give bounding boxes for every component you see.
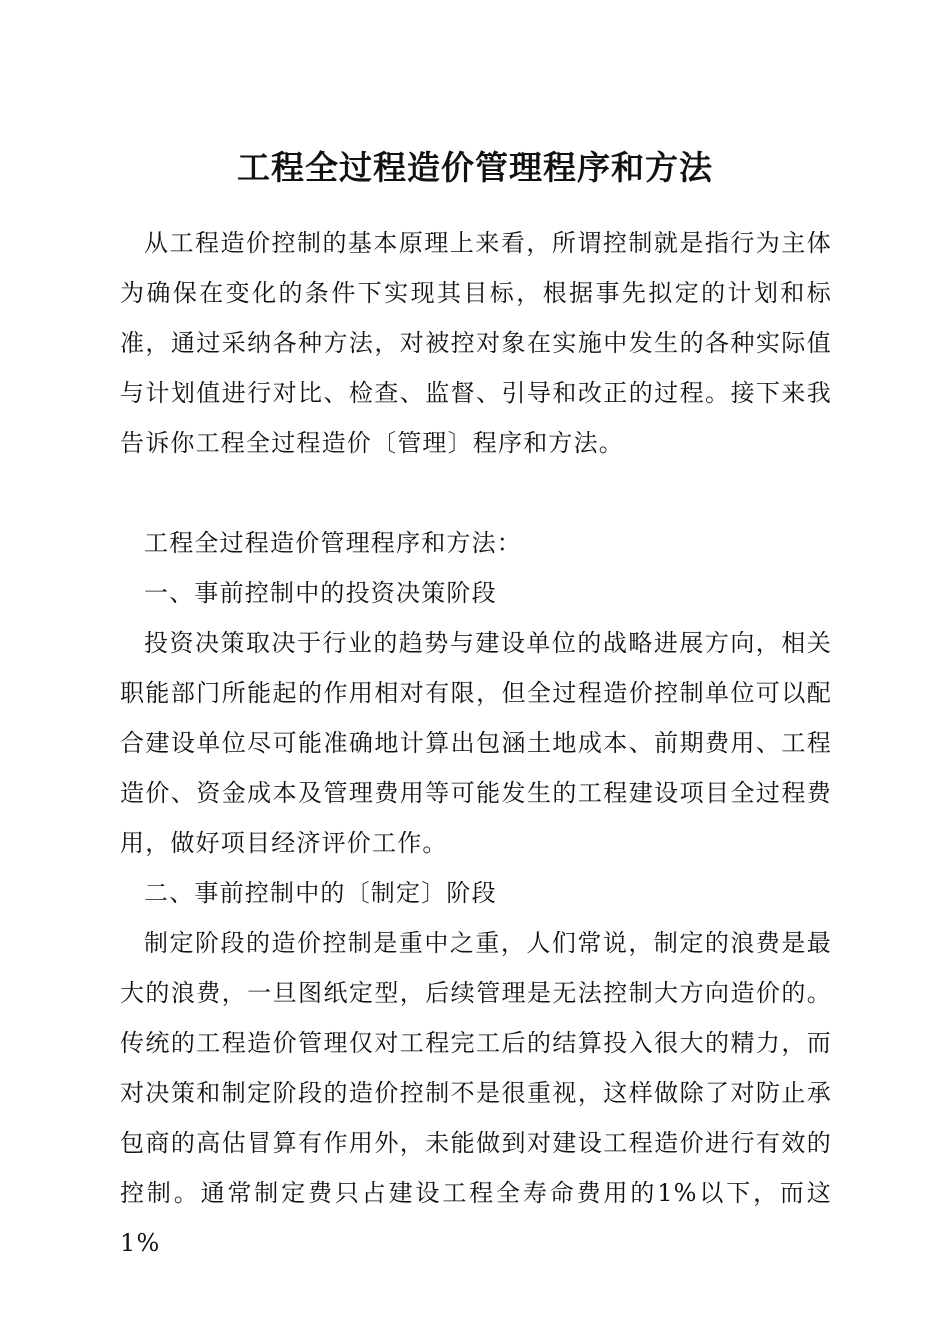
intro-paragraph: 从工程造价控制的基本原理上来看，所谓控制就是指行为主体为确保在变化的条件下实现其目标，根据事先拟定的计划和标准，通过采纳各种方法，对被控对象在实施中发生的各种实际值与计划值进行对比、检查、监督、引导和改正的过程。接下来我告诉你工程全过程造价〔管理〕程序和方法。	[120, 229, 832, 457]
section-2-paragraph: 制定阶段的造价控制是重中之重，人们常说，制定的浪费是最大的浪费，一旦图纸定型，后续管理是无法控制大方向造价的。传统的工程造价管理仅对工程完工后的结算投入很大的精力，而对决策和制定阶段的造价控制不是很重视，这样做除了对防止承包商的高估冒算有作用外，未能做到对建设工程造价进行有效的控制。通常制定费只占建设工程全寿命费用的1%以下，而这 1%	[120, 929, 832, 1257]
section-1-paragraph: 投资决策取决于行业的趋势与建设单位的战略进展方向，相关职能部门所能起的作用相对有限，但全过程造价控制单位可以配合建设单位尽可能准确地计算出包涵土地成本、前期费用、工程造价、资金成本及管理费用等可能发生的工程建设项目全过程费用，做好项目经济评价工作。	[120, 629, 832, 857]
intro-block	[120, 218, 832, 468]
document-title: 工程全过程造价管理程序和方法	[237, 148, 713, 187]
section-1-heading: 一、事前控制中的投资决策阶段	[144, 579, 497, 607]
section-intro: 工程全过程造价管理程序和方法：	[144, 529, 522, 557]
main-block	[120, 518, 832, 1268]
section-2-heading: 二、事前控制中的〔制定〕阶段	[144, 879, 497, 907]
